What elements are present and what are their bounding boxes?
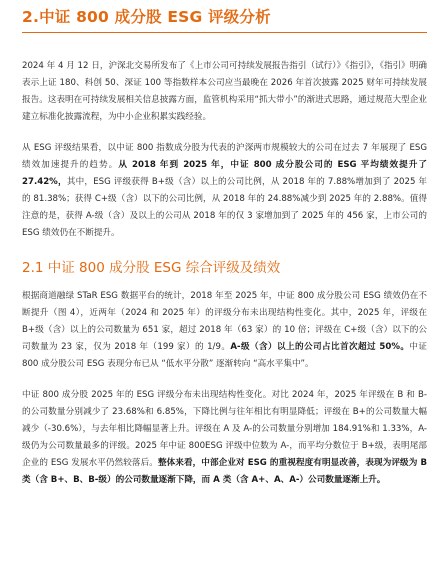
paragraph-policy: 2024 年 4 月 12 日，沪深北交易所发布了《上市公司可持续发展报告指引（试行）》《指引》，《指引》明确表示上证 180、科创 50、深证 100 等指数样本公司应当最晚在 2026 年首次披露 2025 财年可持续发展报告。这表明在可持续发展相关信息披露方面，监管机构采用“抓大带小”的渐进式思路，通过规范大型企业建立标准化披露流程，为中小企业积累实践经验。 [22, 61, 427, 122]
distribution-body: 中证 800 成分股 2025 年的 ESG 评级分布未出现结构性变化。对比 2024 年，2025 年评级在 B 和 B-的公司数量分别减少了 23.68%和 6.85%，下降比例与往年相比有明显降低；评级在 B+的公司数量大幅减少（-30.6%），与去年相比降幅显著上升。评级在 A 及 A-的公司数量分别增加 184.91%和 1.33%，A-级仍为公司数量最多的评级。2025 年中证 800ESG 评级中位数为 A-，而平均分数位于 B+级，表明尾部企业的 ESG 发展水平仍然较落后。 [22, 390, 427, 468]
rating-stats-body: 根据商道融绿 STaR ESG 数据平台的统计，2018 年至 2025 年，中证 800 成分股公司 ESG 绩效仍在不断提升（图 4），近两年（2024 和 2025 年）的评级分布未出现结构性变化。其中，2025 年，评级在 B+级（含）以上的公司数量为 651 家，超过 2018 年（63 家）的 10 倍；评级在 C+级（含）以下的公司数量为 23 家，仅为 2018 年（199 家）的 1/9。 [22, 291, 427, 352]
rating-stats-highlight: A-级（含）以上的公司占比首次超过 50%。 [230, 342, 410, 352]
title-rule-wrap [22, 32, 427, 42]
paragraph-rating-distribution [22, 387, 427, 489]
paragraph-rating-stats [22, 288, 427, 373]
rating-stats-conclusion: 中证 800 成分股公司 ESG 表现分布已从 “低水平分散” 逐渐转向 “高水平集中”。 [22, 342, 428, 369]
title-underline [22, 32, 427, 33]
esg-trend-highlight: 从 2018 年到 2025 年，中证 800 成分股公司的 ESG 平均绩效提升了 27.42%， [22, 160, 427, 187]
distribution-highlight: 整体来看，中部企业对 ESG 的重视程度有明显改善，表现为评级为 B 类（含 B+、B、B-级）的公司数量逐渐下降，而 A 类（含 A+、A、A-）公司数量逐渐上升。 [22, 458, 428, 485]
subsection-title: 2.1 中证 800 成分股 ESG 综合评级及绩效 [22, 260, 281, 276]
paragraph-esg-trend [22, 140, 427, 242]
esg-trend-detail: 其中，ESG 评级获得 B+级（含）以上的公司比例，从 2018 年的 7.88%增加到了 2025 年的 81.38%；获得 C+级（含）以下的公司比例，从 2018 年的 24.88%减少到 2025 年的 2.88%。值得注意的是，获得 A-级（含）及以上的公司从 2018 年的仅 3 家增加到了 2025 年的 456 家，上市公司的 ESG 绩效仍在不断提升。 [22, 177, 427, 238]
section-title: 2.中证 800 成分股 ESG 评级分析 [22, 8, 271, 26]
esg-trend-intro: 从 ESG 评级结果看，以中证 800 指数成分股为代表的沪深两市规模较大的公司在过去 7 年展现了 ESG 绩效加速提升的趋势。 [22, 143, 427, 170]
